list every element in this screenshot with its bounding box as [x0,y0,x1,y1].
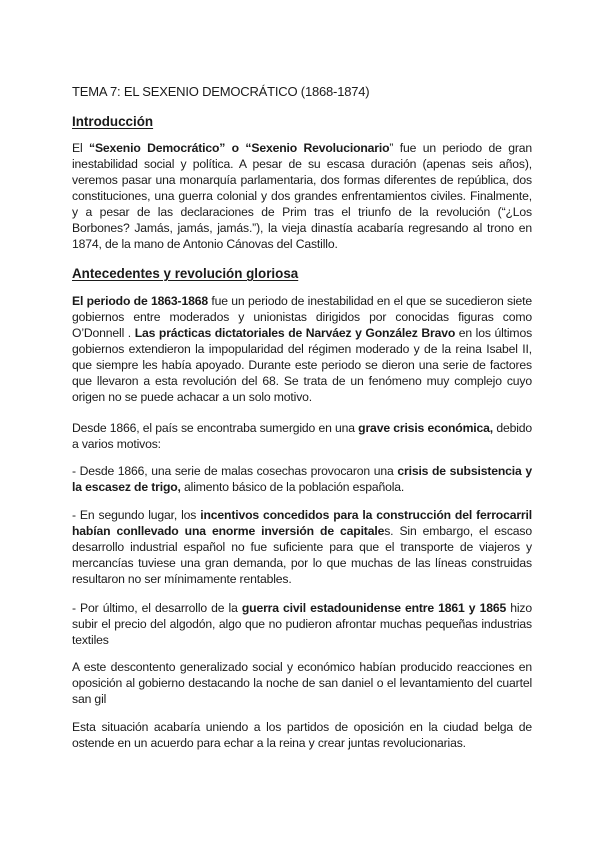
text-run: hizo subir el precio del algodón, algo que no pudieron afrontar muchas pequeñas industrias textiles [72,601,532,647]
bold-run: grave crisis económica, [358,421,494,435]
bold-run: incentivos concedidos para la construcción del ferrocarril habían conllevado una enorme inversión de capitale [72,508,532,538]
bold-run: Las prácticas dictatoriales de Narváez y González Bravo [134,326,456,340]
text-run: debido a varios motivos: [72,421,533,451]
antecedentes-paragraph-7: Esta situación acabaría uniendo a los partidos de oposición en la ciudad belga de ostende en un acuerdo para echar a la reina y crear juntas revolucionarias. [72,720,532,750]
text-run: s. Sin embargo, el escaso desarrollo industrial español no fue suficiente para que el transporte de viajeros y mercancías tuviese una gran demanda, por lo que muchas de las líneas construidas resultaron no ser mínimamente rentables. [72,524,532,586]
text-run: en los últimos gobiernos extendieron la impopularidad del régimen moderado y de la reina Isabel II, que siempre les había apoyado. Durante este periodo se dieron una serie de factores que llevaron a esta revolución del 68. Se trata de un fenómeno muy complejo cuyo origen no se puede achacar a un solo motivo. [72,326,533,404]
antecedentes-paragraph-5 [72,600,532,648]
antecedentes-paragraph-4 [72,507,532,587]
text-run: alimento básico de la población española. [180,480,405,494]
bold-run: crisis de subsistencia y la escasez de trigo, [72,464,532,494]
text-run: ” fue un periodo de gran inestabilidad social y política. A pesar de su escasa duración (apenas seis años), veremos pasar una monarquía parlamentaria, dos formas diferentes de república, dos constituciones, una guerra colonial y dos grandes enfrentamientos civiles. Finalmente, y a pesar de las declaraciones de Prim tras el triunfo de la revolución (“¿Los Borbones? Jamás, jamás, jamás.”), la vieja dinastía acabaría regresando al trono en 1874, de la mano de Antonio Cánovas del Castillo. [72,141,532,251]
bold-run: “Sexenio Democrático” o “Sexenio Revolucionario [89,141,390,155]
heading-introduccion: Introducción [72,114,154,129]
heading-antecedentes: Antecedentes y revolución gloriosa [72,266,299,281]
text-run: - En segundo lugar, los [72,508,201,522]
bold-run: guerra civil estadounidense entre 1861 y 1865 [241,601,507,615]
document-title: TEMA 7: EL SEXENIO DEMOCRÁTICO (1868-1874) [72,84,370,99]
text-run: - Por último, el desarrollo de la [72,601,242,615]
text-run: fue un periodo de inestabilidad en el que se sucedieron siete gobiernos entre moderados y unionistas dirigidos por conocidas figuras como O’Donnell . [72,294,533,340]
text-run: Desde 1866, el país se encontraba sumergido en una [72,421,359,435]
antecedentes-paragraph-2 [72,420,532,452]
text-run: El [72,141,89,155]
intro-paragraph [72,140,532,252]
antecedentes-paragraph-1 [72,293,532,405]
antecedentes-paragraph-3 [72,463,532,495]
antecedentes-paragraph-6: A este descontento generalizado social y económico habían producido reacciones en oposición al gobierno destacando la noche de san daniel o el levantamiento del cuartel san gil [72,660,532,706]
bold-run: El periodo de 1863-1868 [72,294,208,308]
text-run: - Desde 1866, una serie de malas cosechas provocaron una [72,464,398,478]
